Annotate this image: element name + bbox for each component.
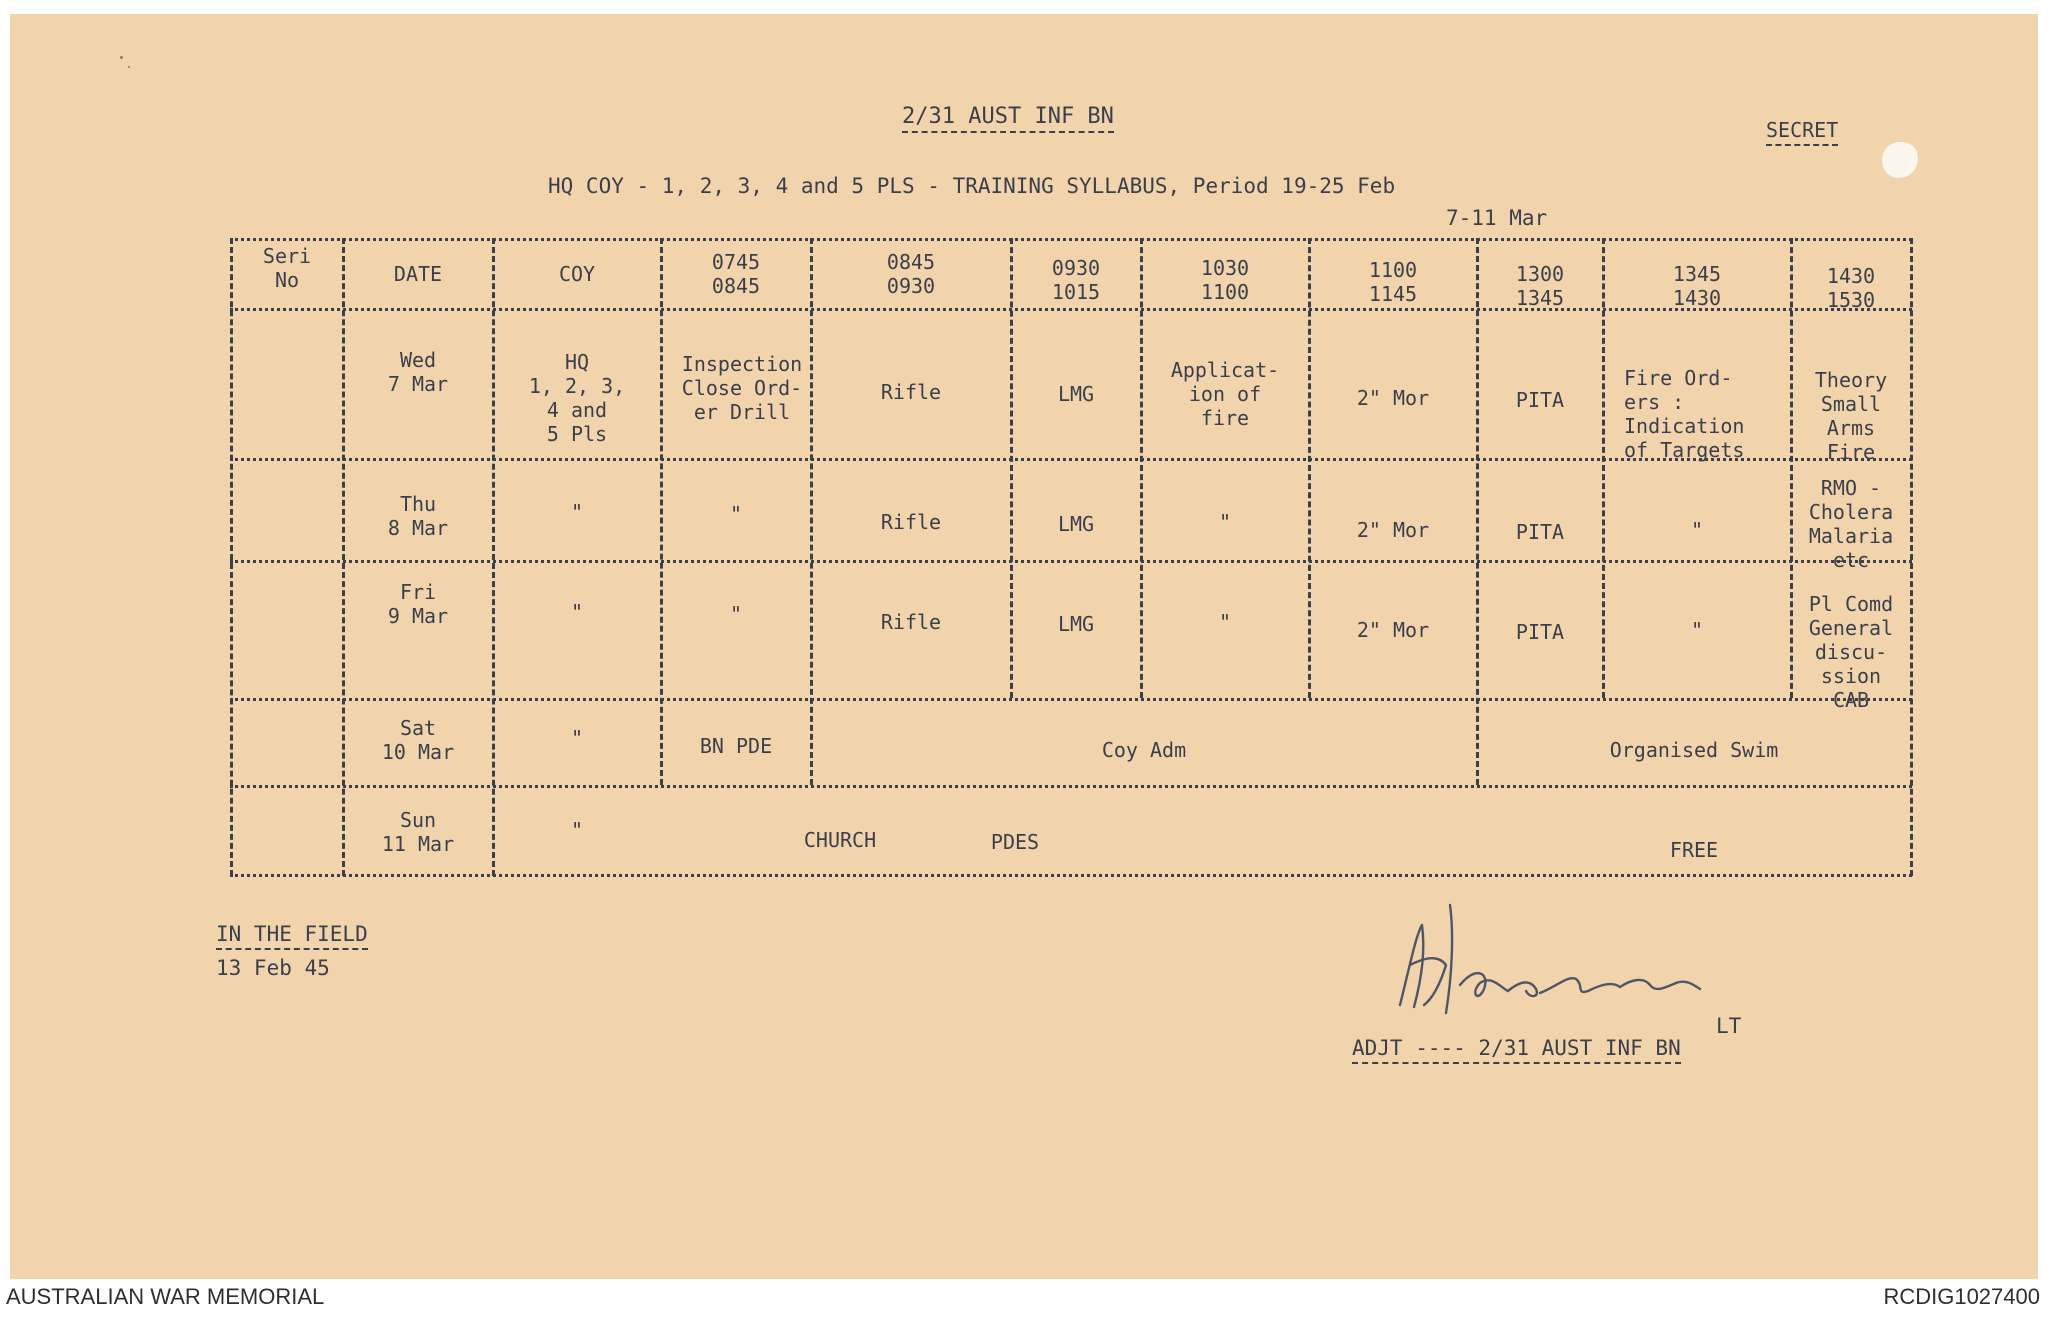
header-time-1430: 1430 1530 xyxy=(1826,264,1876,312)
header-time-1100: 1100 1145 xyxy=(1368,258,1418,306)
table-rule xyxy=(1910,238,1913,876)
row1-slot3: LMG xyxy=(1057,382,1095,406)
row1-slot4: Applicat- ion of fire xyxy=(1170,358,1280,430)
row1-slot7: Fire Ord- ers : Indication of Targets xyxy=(1624,366,1745,462)
header-time-1345: 1345 1430 xyxy=(1672,262,1722,310)
row2-slot5: 2" Mor xyxy=(1356,518,1430,542)
row4-coy: " xyxy=(570,726,584,750)
header-time-0745: 0745 0845 xyxy=(711,250,761,298)
table-rule xyxy=(230,874,1912,877)
paper-speck xyxy=(120,56,123,59)
classification-label: SECRET xyxy=(1766,118,1838,146)
header-date: DATE xyxy=(393,262,443,286)
row3-slot3: LMG xyxy=(1057,612,1095,636)
header-time-1300: 1300 1345 xyxy=(1515,262,1565,310)
footer-place: IN THE FIELD xyxy=(216,922,368,950)
table-rule xyxy=(230,560,1912,563)
row2-slot6: PITA xyxy=(1515,520,1565,544)
row2-slot4: " xyxy=(1218,510,1232,534)
row2-coy: " xyxy=(570,500,584,524)
row2-slot8: RMO - Cholera Malaria etc xyxy=(1808,476,1894,572)
row5-pdes: PDES xyxy=(990,830,1040,854)
table-rule xyxy=(230,238,233,876)
row3-slot5: 2" Mor xyxy=(1356,618,1430,642)
table-rule xyxy=(342,238,345,876)
subtitle-correction: 7-11 Mar xyxy=(1446,206,1548,230)
row3-slot8: Pl Comd General discu- ssion CAB xyxy=(1808,592,1894,712)
unit-heading: 2/31 AUST INF BN xyxy=(902,104,1114,133)
table-rule xyxy=(230,785,1912,788)
row4-afternoon: Organised Swim xyxy=(1609,738,1779,762)
row1-date: Wed 7 Mar xyxy=(387,348,449,396)
header-serial: Seri No xyxy=(262,244,312,292)
row3-coy: " xyxy=(570,600,584,624)
archive-record-id: RCDIG1027400 xyxy=(1883,1284,2040,1309)
table-rule xyxy=(230,238,1912,241)
table-rule xyxy=(492,238,495,876)
row2-slot2: Rifle xyxy=(880,510,942,534)
footer-date: 13 Feb 45 xyxy=(216,956,330,980)
row5-free: FREE xyxy=(1669,838,1719,862)
archive-credit: AUSTRALIAN WAR MEMORIAL xyxy=(6,1284,325,1309)
row3-slot7: " xyxy=(1690,618,1704,642)
header-time-0930: 0930 1015 xyxy=(1051,256,1101,304)
signatory-rank: LT xyxy=(1716,1014,1742,1038)
row2-date: Thu 8 Mar xyxy=(387,492,449,540)
row2-slot7: " xyxy=(1690,518,1704,542)
header-coy: COY xyxy=(558,262,596,286)
paper-speck xyxy=(128,66,130,68)
row4-morning: Coy Adm xyxy=(1101,738,1187,762)
row4-date: Sat 10 Mar xyxy=(381,716,455,764)
row3-slot2: Rifle xyxy=(880,610,942,634)
row1-coy: HQ 1, 2, 3, 4 and 5 Pls xyxy=(528,350,626,446)
row5-coy: " xyxy=(570,818,584,842)
row5-date: Sun 11 Mar xyxy=(381,808,455,856)
row3-slot1: " xyxy=(729,602,743,626)
document-subtitle: HQ COY - 1, 2, 3, 4 and 5 PLS - TRAINING SYLLABUS, Period 19-25 Feb xyxy=(548,174,1396,198)
row2-slot3: LMG xyxy=(1057,512,1095,536)
row1-slot8: Theory Small Arms Fire xyxy=(1814,368,1888,464)
row1-slot1: Inspection Close Ord- er Drill xyxy=(681,352,803,424)
row2-slot1: " xyxy=(729,502,743,526)
row3-date: Fri 9 Mar xyxy=(387,580,449,628)
table-rule xyxy=(230,698,1912,701)
row1-slot6: PITA xyxy=(1515,388,1565,412)
row1-slot2: Rifle xyxy=(880,380,942,404)
row1-slot5: 2" Mor xyxy=(1356,386,1430,410)
training-syllabus-table xyxy=(230,238,1912,876)
row5-church: CHURCH xyxy=(803,828,877,852)
table-rule xyxy=(1476,238,1479,785)
handwritten-signature xyxy=(1380,895,1720,1035)
row4-slot1: BN PDE xyxy=(699,734,773,758)
signature-block: ADJT ---- 2/31 AUST INF BN xyxy=(1352,1036,1681,1064)
header-time-1030: 1030 1100 xyxy=(1200,256,1250,304)
row3-slot6: PITA xyxy=(1515,620,1565,644)
row3-slot4: " xyxy=(1218,610,1232,634)
header-time-0845: 0845 0930 xyxy=(886,250,936,298)
